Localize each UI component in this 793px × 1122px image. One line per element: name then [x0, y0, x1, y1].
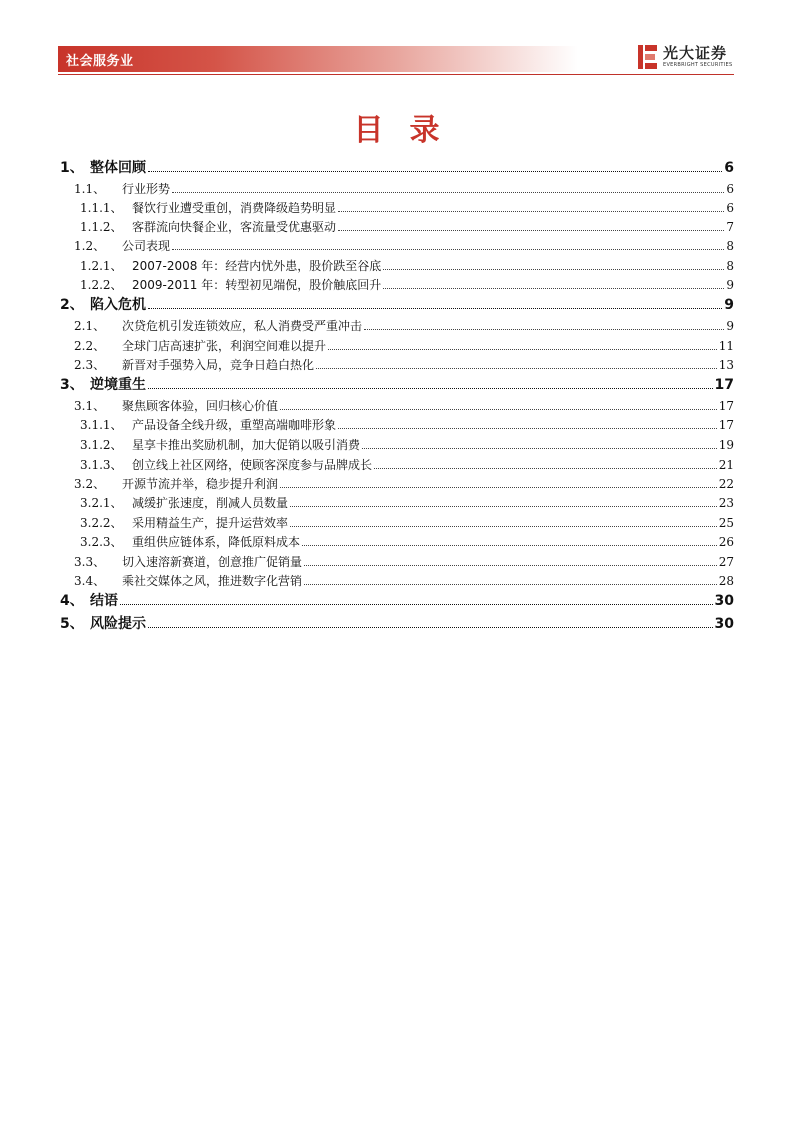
toc-dot-leader [316, 368, 717, 369]
toc-entry[interactable] [80, 258, 734, 274]
toc-entry[interactable] [80, 200, 734, 216]
toc-entry-title: 2009-2011 年：转型初见端倪，股价触底回升 [132, 278, 382, 292]
toc-entry-number: 2.3、 [74, 358, 106, 372]
toc-entry-page: 6 [726, 182, 734, 196]
logo-name-en: EVERBRIGHT SECURITIES [663, 62, 733, 68]
toc-dot-leader [120, 604, 713, 605]
toc-dot-leader [172, 249, 724, 250]
toc-entry-title: 采用精益生产，提升运营效率 [132, 516, 289, 530]
toc-entry-page: 9 [726, 319, 734, 333]
toc-entry[interactable] [74, 398, 734, 414]
toc-entry-page: 17 [718, 399, 734, 413]
toc-entry-page: 23 [718, 496, 734, 510]
toc-entry-number: 3.4、 [74, 574, 106, 588]
toc-entry-page: 26 [718, 535, 734, 549]
toc-entry-title: 重组供应链体系，降低原料成本 [132, 535, 301, 549]
toc-entry[interactable] [74, 476, 734, 492]
toc-entry-title: 客群流向快餐企业，客流量受优惠驱动 [132, 220, 337, 234]
toc-entry-page: 9 [724, 297, 734, 313]
everbright-logo [636, 42, 736, 72]
toc-dot-leader [304, 584, 717, 585]
toc-entry-title: 结语 [90, 593, 118, 609]
toc-entry-page: 21 [718, 458, 734, 472]
toc-entry-page: 6 [724, 160, 734, 176]
toc-entry[interactable] [74, 573, 734, 589]
toc-entry-page: 28 [718, 574, 734, 588]
toc-dot-leader [290, 526, 717, 527]
toc-entry-number: 1.1.2、 [80, 220, 123, 234]
toc-dot-leader [383, 288, 724, 289]
toc-dot-leader [302, 545, 717, 546]
toc-entry[interactable] [80, 417, 734, 433]
toc-entry-page: 25 [718, 516, 734, 530]
toc-entry-page: 11 [718, 339, 734, 353]
header-band [58, 46, 578, 72]
toc-entry[interactable] [60, 160, 734, 176]
toc-entry-title: 新晋对手强势入局，竞争日趋白热化 [122, 358, 315, 372]
header-section-label: 社会服务业 [66, 54, 134, 69]
toc-entry-number: 1.2、 [74, 239, 106, 253]
toc-dot-leader [374, 468, 717, 469]
toc-dot-leader [172, 192, 724, 193]
toc-entry[interactable] [80, 277, 734, 293]
toc-entry-number: 2.2、 [74, 339, 106, 353]
toc-entry-title: 聚焦顾客体验，回归核心价值 [122, 399, 279, 413]
toc-entry-number: 1.1、 [74, 182, 106, 196]
toc-entry[interactable] [74, 554, 734, 570]
everbright-logo-icon [636, 42, 660, 72]
toc-entry-number: 3.1.1、 [80, 418, 123, 432]
toc-entry[interactable] [74, 181, 734, 197]
toc-entry-title: 行业形势 [122, 182, 171, 196]
toc-entry-number: 3.1、 [74, 399, 106, 413]
toc-entry-title: 次贷危机引发连锁效应，私人消费受严重冲击 [122, 319, 363, 333]
toc-entry-title: 2007-2008 年：经营内忧外患，股价跌至谷底 [132, 259, 382, 273]
toc-entry-number: 1.2.1、 [80, 259, 123, 273]
toc-entry-title: 公司表现 [122, 239, 171, 253]
toc-entry-number: 3.1.2、 [80, 438, 123, 452]
toc-entry[interactable] [60, 377, 734, 393]
toc-entry-title: 开源节流并举，稳步提升利润 [122, 477, 279, 491]
toc-entry[interactable] [74, 318, 734, 334]
toc-dot-leader [280, 487, 717, 488]
toc-entry[interactable] [80, 534, 734, 550]
toc-dot-leader [148, 308, 722, 309]
toc-entry-number: 3.3、 [74, 555, 106, 569]
toc-dot-leader [338, 211, 724, 212]
toc-entry-title: 创立线上社区网络，使顾客深度参与品牌成长 [132, 458, 373, 472]
toc-entry[interactable] [80, 437, 734, 453]
toc-entry[interactable] [80, 219, 734, 235]
toc-entry-title: 风险提示 [90, 616, 146, 632]
toc-entry-number: 3.1.3、 [80, 458, 123, 472]
toc-entry-title: 陷入危机 [90, 297, 146, 313]
toc-entry-number: 5、 [60, 616, 84, 632]
toc-dot-leader [280, 409, 717, 410]
toc-entry-page: 8 [726, 259, 734, 273]
toc-entry-number: 3.2、 [74, 477, 106, 491]
toc-entry-number: 3.2.1、 [80, 496, 123, 510]
toc-entry[interactable] [60, 616, 734, 632]
toc-entry-title: 乘社交媒体之风，推进数字化营销 [122, 574, 303, 588]
toc-entry-number: 3、 [60, 377, 84, 393]
toc-entry[interactable] [60, 593, 734, 609]
toc-entry[interactable] [60, 297, 734, 313]
toc-entry-title: 产品设备全线升级，重塑高端咖啡形象 [132, 418, 337, 432]
toc-entry-number: 3.2.3、 [80, 535, 123, 549]
toc-entry-title: 餐饮行业遭受重创，消费降级趋势明显 [132, 201, 337, 215]
toc-entry-number: 1、 [60, 160, 84, 176]
toc-entry-number: 3.2.2、 [80, 516, 123, 530]
toc-entry[interactable] [80, 457, 734, 473]
toc-entry-page: 6 [726, 201, 734, 215]
toc-dot-leader [148, 627, 713, 628]
toc-entry-page: 30 [714, 616, 734, 632]
toc-entry-number: 1.2.2、 [80, 278, 123, 292]
logo-name-cn: 光大证券 [663, 44, 728, 62]
toc-entry-title: 切入速溶新赛道，创意推广促销量 [122, 555, 303, 569]
toc-dot-leader [338, 428, 717, 429]
toc-entry-number: 2.1、 [74, 319, 106, 333]
toc-entry-page: 9 [726, 278, 734, 292]
toc-entry-page: 17 [718, 418, 734, 432]
toc-entry-page: 17 [714, 377, 734, 393]
toc-dot-leader [383, 269, 724, 270]
toc-entry-page: 8 [726, 239, 734, 253]
toc-dot-leader [290, 506, 717, 507]
toc-entry-title: 逆境重生 [90, 377, 146, 393]
toc-entry-page: 30 [714, 593, 734, 609]
toc-dot-leader [148, 388, 713, 389]
toc-entry-title: 全球门店高速扩张，利润空间难以提升 [122, 339, 327, 353]
toc-entry[interactable] [74, 357, 734, 373]
toc-dot-leader [362, 448, 717, 449]
toc-entry-page: 7 [726, 220, 734, 234]
toc-title: 目录 [353, 113, 466, 148]
toc-entry-page: 19 [718, 438, 734, 452]
toc-dot-leader [304, 565, 717, 566]
toc-dot-leader [364, 329, 724, 330]
toc-entry[interactable] [74, 338, 734, 354]
toc-dot-leader [328, 349, 717, 350]
toc-entry-title: 减缓扩张速度，削减人员数量 [132, 496, 289, 510]
toc-entry[interactable] [80, 515, 734, 531]
toc-entry[interactable] [80, 495, 734, 511]
toc-entry-title: 星享卡推出奖励机制，加大促销以吸引消费 [132, 438, 361, 452]
header-rule [58, 74, 734, 75]
toc-dot-leader [338, 230, 724, 231]
toc-entry[interactable] [74, 238, 734, 254]
toc-entry-page: 27 [718, 555, 734, 569]
toc-dot-leader [148, 171, 722, 172]
toc-entry-page: 22 [718, 477, 734, 491]
toc-entry-title: 整体回顾 [90, 160, 146, 176]
toc-entry-number: 4、 [60, 593, 84, 609]
toc-entry-page: 13 [718, 358, 734, 372]
toc-entry-number: 2、 [60, 297, 84, 313]
toc-entry-number: 1.1.1、 [80, 201, 123, 215]
